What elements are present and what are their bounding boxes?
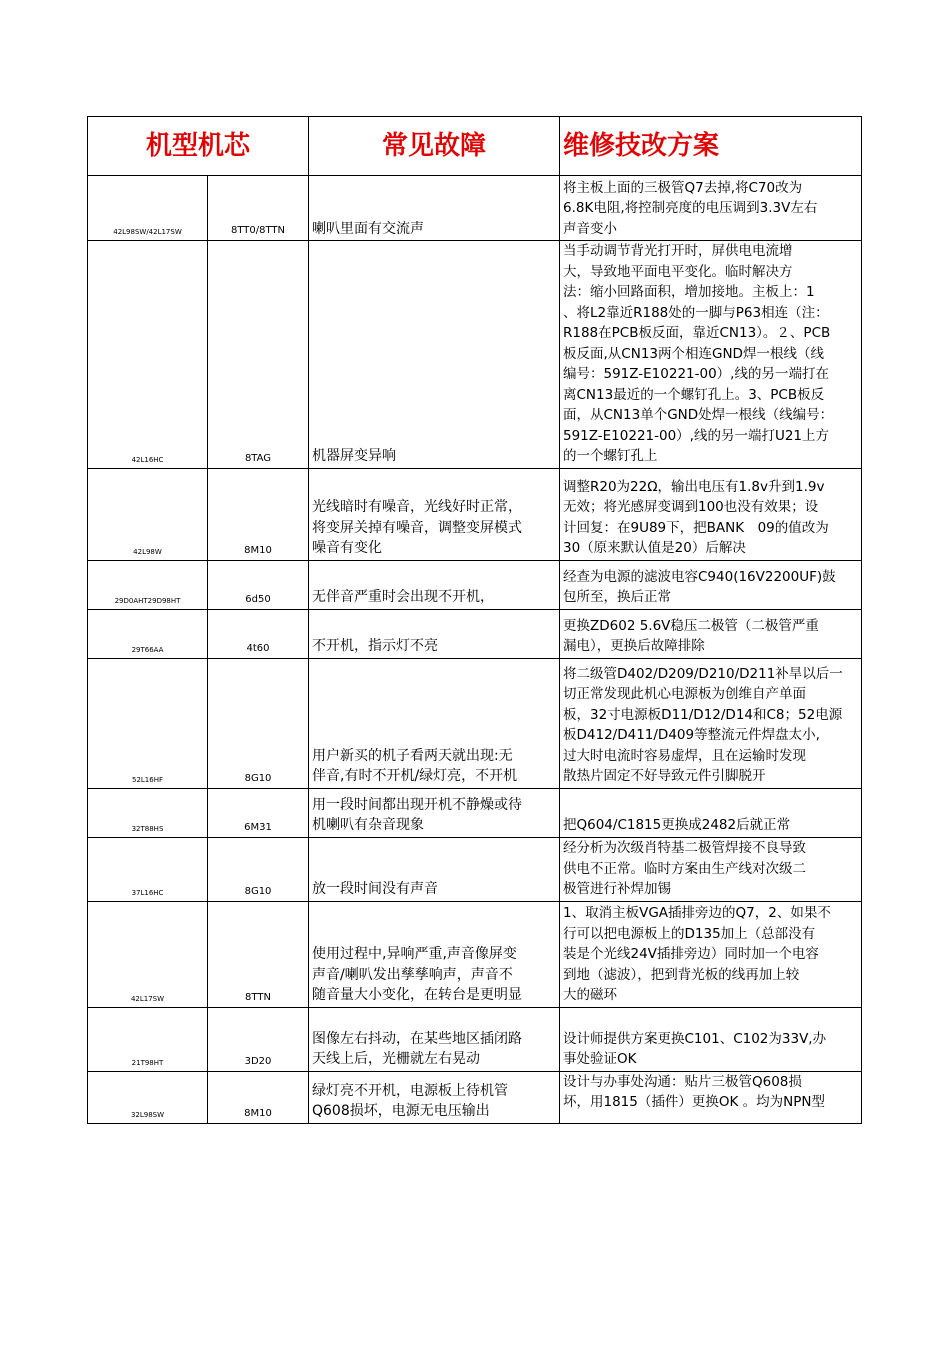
chassis-cell: 8G10	[208, 658, 309, 788]
chassis-cell: 6M31	[208, 788, 309, 837]
model-cell: 52L16HF	[88, 658, 208, 788]
table-row	[88, 560, 862, 609]
fault-cell	[309, 901, 560, 1007]
table-row	[88, 658, 862, 788]
fix-line: 无效；将光感屏变调到100也没有效果；设	[563, 499, 819, 515]
chassis-cell: 4t60	[208, 609, 309, 658]
fault-cell	[309, 658, 560, 788]
fix-cell	[560, 901, 862, 1007]
fault-line: 天线上后，光栅就左右晃动	[312, 1051, 480, 1067]
model-cell: 42L98W	[88, 468, 208, 560]
table-row	[88, 1071, 862, 1123]
fix-line: 、将L2靠近R188处的一脚与P63相连（注：	[563, 304, 829, 321]
chassis-cell: 8TTN	[208, 901, 309, 1007]
fix-line: 供电不正常。临时方案由生产线对次级二	[563, 860, 806, 877]
table-row	[88, 901, 862, 1007]
fix-line: 板反面,从CN13两个相连GND焊一根线（线	[563, 345, 824, 362]
fix-line: 装是个光线24V插排旁边）同时加一个电容	[563, 946, 819, 962]
fix-cell	[560, 1007, 862, 1071]
model-cell: 42L16HC	[88, 241, 208, 469]
fix-line: 板D412/D411/D409等整流元件焊盘太小,	[563, 727, 820, 743]
fault-line: 光线暗时有噪音，光线好时正常，	[312, 499, 522, 515]
fault-cell	[309, 788, 560, 837]
header-row	[88, 117, 862, 176]
fix-cell	[560, 837, 862, 901]
fix-line: 591Z-E10221-00）,线的另一端打U21上方	[563, 427, 830, 444]
table-row	[88, 241, 862, 469]
model-cell: 21T98HT	[88, 1007, 208, 1071]
fix-line: 事处验证OK	[563, 1051, 637, 1067]
fix-cell	[560, 1071, 862, 1123]
fix-line: 把Q604/C1815更换成2482后就正常	[563, 817, 791, 833]
fix-line: 法：缩小回路面积，增加接地。主板上：1	[563, 284, 815, 300]
fix-line: 离CN13最近的一个螺钉孔上。3、PCB板反	[563, 386, 825, 403]
fault-line: 放一段时间没有声音	[312, 881, 438, 897]
fault-line: 用一段时间都出现开机不静燥或待	[312, 796, 522, 813]
model-cell: 42L98SW/42L17SW	[88, 176, 208, 241]
fix-line: 经分析为次级肖特基二极管焊接不良导致	[563, 840, 806, 856]
fix-line: 更换ZD602 5.6V稳压二极管（二极管严重	[563, 617, 819, 634]
fix-line: 设计师提供方案更换C101、C102为33V,办	[563, 1030, 827, 1047]
chassis-cell: 6d50	[208, 560, 309, 609]
fault-line: Q608损坏，电源无电压输出	[312, 1103, 490, 1119]
fix-line: 的一个螺钉孔上	[563, 448, 658, 464]
header-model-chassis: 机型机芯	[88, 117, 309, 176]
fix-line: 极管进行补焊加锡	[563, 881, 671, 897]
fault-line: 使用过程中,异响严重,声音像屏变	[312, 946, 517, 962]
fix-line: 设计与办事处沟通：贴片三极管Q608损	[563, 1073, 802, 1090]
fault-cell	[309, 560, 560, 609]
fault-cell	[309, 1007, 560, 1071]
chassis-cell: 8M10	[208, 1071, 309, 1123]
fix-line: 面，从CN13单个GND处焊一根线（线编号：	[563, 407, 834, 423]
fix-line: 6.8K电阻,将控制亮度的电压调到3.3V左右	[563, 200, 818, 216]
fault-cell	[309, 837, 560, 901]
fault-line: 伴音,有时不开机/绿灯亮，不开机	[312, 768, 518, 784]
fault-cell	[309, 176, 560, 241]
model-cell: 32T88HS	[88, 788, 208, 837]
fault-line: 噪音有变化	[312, 540, 382, 556]
header-fix: 维修技改方案	[560, 117, 862, 176]
fix-line: 行可以把电源板上的D135加上（总部没有	[563, 925, 816, 942]
fix-line: 板，32寸电源板D11/D12/D14和C8；52电源	[563, 706, 843, 723]
fault-line: 声音/喇叭发出孳孳响声，声音不	[312, 966, 513, 983]
model-cell: 42L17SW	[88, 901, 208, 1007]
table-row	[88, 176, 862, 241]
fix-line: 当手动调节背光打开时，屏供电电流增	[563, 243, 793, 259]
fault-line: 无伴音严重时会出现不开机，	[312, 589, 494, 605]
fix-cell	[560, 609, 862, 658]
chassis-cell: 8TT0/8TTN	[208, 176, 309, 241]
fix-cell	[560, 560, 862, 609]
fault-line: 将变屏关掉有噪音，调整变屏模式	[312, 519, 522, 536]
fix-line: 到地（滤波），把到背光板的线再加上较	[563, 966, 800, 983]
fix-line: 大，导致地平面电平变化。临时解决方	[563, 263, 793, 280]
fix-line: 调整R20为22Ω，输出电压有1.8v升到1.9v	[563, 478, 825, 495]
fix-line: 切正常发现此机心电源板为创维自产单面	[563, 686, 806, 702]
fix-line: 编号：591Z-E10221-00）,线的另一端打在	[563, 366, 829, 382]
fix-line: 散热片固定不好导致元件引脚脱开	[563, 768, 766, 784]
table-row	[88, 788, 862, 837]
chassis-cell: 8G10	[208, 837, 309, 901]
fix-line: 1、取消主板VGA插排旁边的Q7，2、如果不	[563, 905, 831, 921]
fault-repair-table	[87, 116, 862, 1124]
fix-line: 将二级管D402/D209/D210/D211补旱以后一	[563, 665, 843, 682]
model-cell: 29D0AHT29D98HT	[88, 560, 208, 609]
fault-line: 喇叭里面有交流声	[312, 220, 424, 237]
chassis-cell: 8M10	[208, 468, 309, 560]
fix-line: 大的磁环	[563, 987, 617, 1003]
table-row	[88, 837, 862, 901]
header-fault: 常见故障	[309, 117, 560, 176]
chassis-cell: 8TAG	[208, 241, 309, 469]
fault-cell	[309, 241, 560, 469]
fix-line: R188在PCB板反面，靠近CN13）。２、PCB	[563, 325, 831, 341]
chassis-cell: 3D20	[208, 1007, 309, 1071]
fix-cell	[560, 176, 862, 241]
fix-line: 30（原来默认值是20）后解决	[563, 540, 746, 556]
fault-line: 图像左右抖动，在某些地区插闭路	[312, 1030, 522, 1047]
fault-cell	[309, 468, 560, 560]
fix-line: 漏电），更换后故障排除	[563, 638, 705, 654]
fault-cell	[309, 609, 560, 658]
table-row	[88, 468, 862, 560]
table-row	[88, 1007, 862, 1071]
fault-line: 机器屏变异响	[312, 448, 396, 464]
fault-line: 用户新买的机子看两天就出现:无	[312, 747, 513, 764]
fault-line: 机喇叭有杂音现象	[312, 817, 424, 833]
fix-line: 过大时电流时容易虚焊，且在运输时发现	[563, 747, 806, 764]
fix-line: 经查为电源的滤波电容C940(16V2200UF)鼓	[563, 568, 836, 585]
fix-cell	[560, 658, 862, 788]
table-row	[88, 609, 862, 658]
fix-cell	[560, 468, 862, 560]
model-cell: 37L16HC	[88, 837, 208, 901]
fix-cell	[560, 241, 862, 469]
fix-line: 声音变小	[563, 220, 617, 237]
fix-line: 包所至，换后正常	[563, 589, 671, 605]
fix-line: 坏，用1815（插件）更换OK 。均为NPN型	[563, 1094, 825, 1110]
model-cell: 29T66AA	[88, 609, 208, 658]
model-cell: 32L98SW	[88, 1071, 208, 1123]
fix-cell	[560, 788, 862, 837]
fault-cell	[309, 1071, 560, 1123]
fault-line: 不开机，指示灯不亮	[312, 638, 438, 654]
fix-line: 计回复：在9U89下，把BANK 09的值改为	[563, 519, 829, 536]
fault-line: 随音量大小变化，在转台是更明显	[312, 987, 522, 1003]
fault-line: 绿灯亮不开机，电源板上待机管	[312, 1082, 508, 1099]
fix-line: 将主板上面的三极管Q7去掉,将C70改为	[563, 179, 803, 196]
